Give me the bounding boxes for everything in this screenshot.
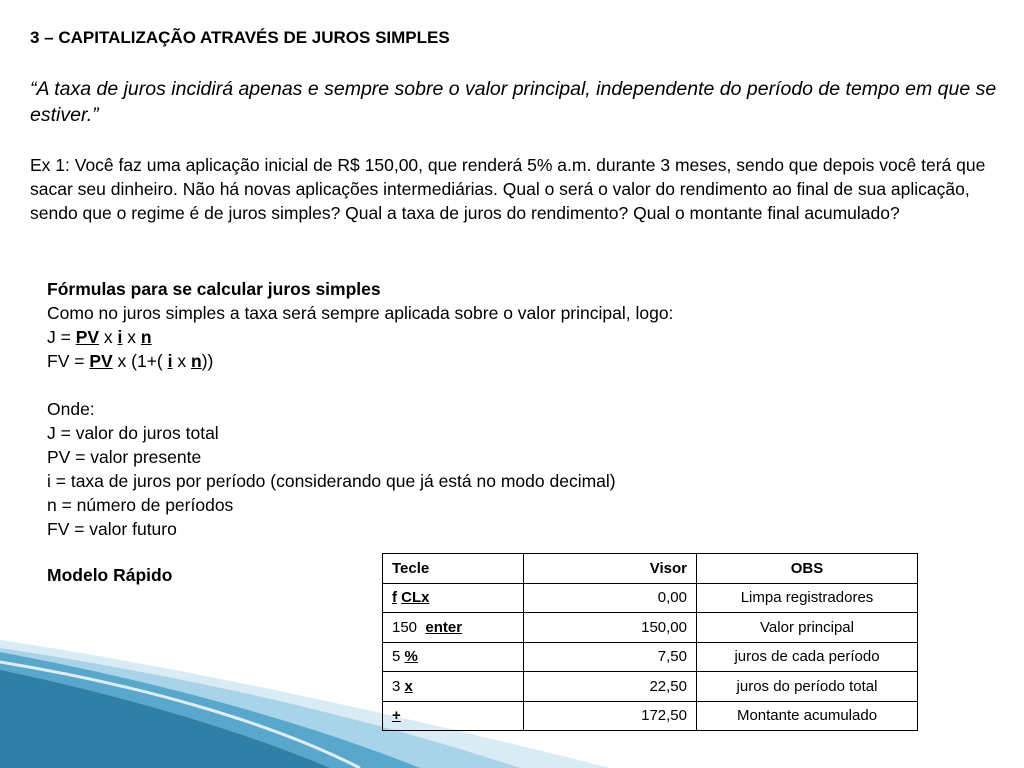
modelo-rapido-label: Modelo Rápido bbox=[47, 565, 173, 585]
spacer bbox=[47, 373, 807, 397]
cell-visor: 22,50 bbox=[524, 672, 697, 702]
formula-fv bbox=[47, 349, 807, 373]
header-visor: Visor bbox=[524, 554, 697, 584]
cell-obs: juros do período total bbox=[697, 672, 918, 702]
table-row bbox=[383, 583, 918, 613]
cell-tecle bbox=[383, 672, 524, 702]
header-obs: OBS bbox=[697, 554, 918, 584]
formula-juros-op2: x bbox=[122, 327, 141, 347]
cell-tecle bbox=[383, 642, 524, 672]
table-row bbox=[383, 642, 918, 672]
cell-tecle bbox=[383, 613, 524, 643]
formula-juros-n: n bbox=[140, 327, 152, 347]
cell-obs: Limpa registradores bbox=[697, 583, 918, 613]
formula-fv-pv: PV bbox=[89, 351, 113, 371]
formula-fv-lhs: FV = bbox=[47, 351, 90, 371]
cell-obs: Montante acumulado bbox=[697, 701, 918, 731]
key-number: 5 bbox=[392, 648, 405, 666]
table-row bbox=[383, 701, 918, 731]
cell-tecle bbox=[383, 583, 524, 613]
formula-fv-close: )) bbox=[201, 351, 214, 371]
slide-title: 3 – CAPITALIZAÇÃO ATRAVÉS DE JUROS SIMPLES bbox=[30, 28, 450, 47]
formula-juros-i: i bbox=[117, 327, 123, 347]
calculator-table bbox=[382, 553, 918, 731]
example-1-text: Ex 1: Você faz uma aplicação inicial de R$ 150,00, que renderá 5% a.m. durante 3 meses, sendo que depois você terá que sacar seu dinheiro. Não há novas aplicações intermediárias. Qual o será o valor do rendimento ao final de sua aplicação, sendo que o regime é de juros simples? Qual a taxa de juros do rendimento? Qual o montante final acumulado? bbox=[30, 155, 986, 223]
key-enter: enter bbox=[425, 618, 463, 636]
definition-item: i = taxa de juros por período (considerando que já está no modo decimal) bbox=[47, 471, 616, 491]
definition-item: J = valor do juros total bbox=[47, 423, 219, 443]
formula-fv-op1: x (1+( bbox=[112, 351, 168, 371]
cell-obs: Valor principal bbox=[697, 613, 918, 643]
definition-quote: “A taxa de juros incidirá apenas e sempre sobre o valor principal, independente do período de tempo em que se estiver.” bbox=[30, 78, 997, 126]
onde-label: Onde: bbox=[47, 399, 95, 419]
cell-visor: 150,00 bbox=[524, 613, 697, 643]
cell-obs: juros de cada período bbox=[697, 642, 918, 672]
key-percent: % bbox=[404, 648, 418, 666]
formula-fv-i: i bbox=[167, 351, 173, 371]
formulas-section bbox=[47, 277, 807, 541]
formula-juros-lhs: J = bbox=[47, 327, 76, 347]
key-f: f bbox=[392, 589, 397, 607]
cell-visor: 0,00 bbox=[524, 583, 697, 613]
key-clx: CLx bbox=[401, 589, 430, 607]
formula-fv-op2: x bbox=[172, 351, 191, 371]
header-tecle: Tecle bbox=[383, 554, 524, 584]
key-number: 150 bbox=[392, 618, 426, 636]
formula-juros bbox=[47, 325, 807, 349]
formulas-heading: Fórmulas para se calcular juros simples bbox=[47, 279, 381, 299]
definition-item: n = número de períodos bbox=[47, 495, 234, 515]
table-row bbox=[383, 672, 918, 702]
cell-visor: 172,50 bbox=[524, 701, 697, 731]
definition-item: FV = valor futuro bbox=[47, 519, 177, 539]
key-multiply: x bbox=[404, 677, 413, 695]
table-row bbox=[383, 613, 918, 643]
key-plus: + bbox=[392, 707, 401, 725]
table-header-row bbox=[383, 554, 918, 584]
formulas-intro: Como no juros simples a taxa será sempre aplicada sobre o valor principal, logo: bbox=[47, 303, 674, 323]
definition-item: PV = valor presente bbox=[47, 447, 202, 467]
key-number: 3 bbox=[392, 677, 405, 695]
formula-juros-op1: x bbox=[99, 327, 118, 347]
cell-tecle bbox=[383, 701, 524, 731]
formula-juros-pv: PV bbox=[75, 327, 100, 347]
cell-visor: 7,50 bbox=[524, 642, 697, 672]
formula-fv-n: n bbox=[190, 351, 202, 371]
